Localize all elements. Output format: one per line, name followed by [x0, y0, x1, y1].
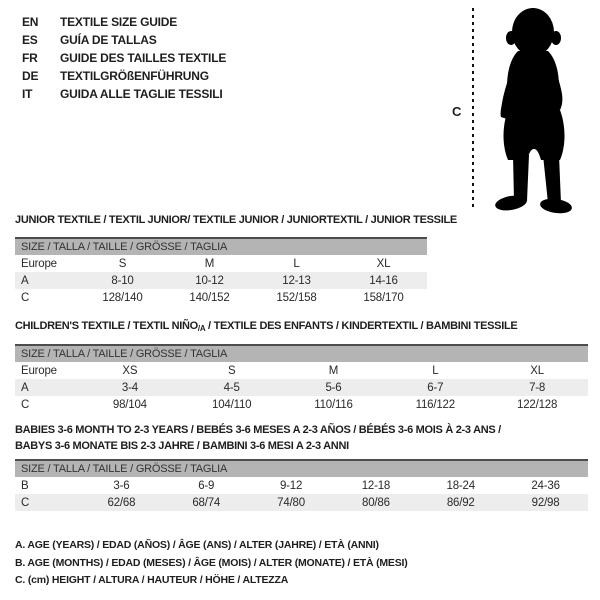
value-cell: 18-24 — [446, 479, 475, 492]
value-cell: 152/158 — [276, 291, 317, 304]
language-row — [22, 85, 226, 103]
value-cell: 6-9 — [198, 479, 215, 492]
value-cell: 3-6 — [113, 479, 130, 492]
height-measure-label: C — [452, 104, 462, 119]
value-cell: S — [227, 364, 236, 377]
value-cell: 14-16 — [340, 272, 427, 289]
size-header-bar: SIZE / TALLA / TAILLE / GRÖSSE / TAGLIA — [15, 344, 588, 362]
value-cell: 140/152 — [189, 291, 230, 304]
row-label-cell: Europe — [21, 257, 57, 270]
value-cell: S — [118, 257, 127, 270]
row-label-cell: C — [21, 291, 30, 304]
value-cell: 7-8 — [486, 379, 588, 396]
value-cell: 4-5 — [181, 379, 283, 396]
value-cell: XS — [122, 364, 138, 377]
language-code: FR — [22, 51, 38, 65]
row-label-cell: Europe — [21, 364, 57, 377]
language-label: GUIDE DES TAILLES TEXTILE — [60, 51, 227, 65]
language-row — [22, 67, 226, 85]
value-cell: 3-4 — [79, 379, 181, 396]
row-label-cell: B — [21, 479, 29, 492]
children-heading-pre: CHILDREN'S TEXTILE / TEXTIL NIÑO — [15, 320, 198, 332]
babies-heading-line1: BABIES 3-6 MONTH TO 2-3 YEARS / BEBÉS 3-6 MESES A 2-3 AÑOS / BÉBÉS 3-6 MOIS À 2-3 ANS / — [15, 424, 501, 436]
value-cell: 24-36 — [531, 479, 560, 492]
language-label: TEXTILGRÖßENFÜHRUNG — [60, 69, 209, 83]
children-size-table — [15, 362, 588, 413]
language-row — [22, 49, 226, 67]
row-label-cell: A — [15, 272, 79, 289]
table-row — [15, 362, 588, 379]
table-row — [15, 494, 588, 511]
size-header-bar: SIZE / TALLA / TAILLE / GRÖSSE / TAGLIA — [15, 237, 427, 255]
table-row — [15, 477, 588, 494]
language-label: GUÍA DE TALLAS — [60, 33, 157, 47]
children-heading-post: / TEXTILE DES ENFANTS / KINDERTEXTIL / BAMBINI TESSILE — [205, 320, 518, 332]
note-line: C. (cm) HEIGHT / ALTURA / HAUTEUR / HÖHE / ALTEZZA — [15, 574, 289, 586]
value-cell: 128/140 — [102, 291, 143, 304]
row-label-cell: C — [15, 494, 79, 511]
value-cell: M — [204, 257, 215, 270]
language-code: EN — [22, 15, 39, 29]
value-cell: M — [328, 364, 339, 377]
value-cell: 62/68 — [79, 494, 164, 511]
table-row — [15, 272, 427, 289]
value-cell: 8-10 — [79, 272, 166, 289]
note-line: A. AGE (YEARS) / EDAD (AÑOS) / ÂGE (ANS) / ALTER (JAHRE) / ETÀ (ANNI) — [15, 539, 379, 551]
section-heading-children — [15, 320, 517, 333]
row-label-cell: A — [15, 379, 79, 396]
junior-table — [15, 237, 427, 306]
babies-size-table — [15, 477, 588, 511]
value-cell: 74/80 — [249, 494, 334, 511]
value-cell: 110/116 — [314, 398, 353, 411]
value-cell: 9-12 — [279, 479, 303, 492]
row-label-cell: C — [21, 398, 30, 411]
value-cell: XL — [530, 364, 544, 377]
table-row — [15, 289, 427, 306]
notes — [15, 537, 408, 590]
value-cell: 68/74 — [164, 494, 249, 511]
value-cell: 92/98 — [503, 494, 588, 511]
language-code: ES — [22, 33, 38, 47]
value-cell: 5-6 — [283, 379, 385, 396]
table-row — [15, 255, 427, 272]
table-row — [15, 379, 588, 396]
language-row — [22, 13, 226, 31]
language-label: GUIDA ALLE TAGLIE TESSILI — [60, 87, 223, 101]
value-cell: 6-7 — [384, 379, 486, 396]
value-cell: 116/122 — [415, 398, 455, 411]
section-heading-junior: JUNIOR TEXTILE / TEXTIL JUNIOR/ TEXTILE JUNIOR / JUNIORTEXTIL / JUNIOR TESSILE — [15, 214, 457, 226]
value-cell: 80/86 — [333, 494, 418, 511]
value-cell: L — [432, 364, 439, 377]
table-row — [15, 396, 588, 413]
value-cell: 12-18 — [361, 479, 391, 492]
value-cell: 98/104 — [112, 398, 147, 411]
babies-heading-line2: BABYS 3-6 MONATE BIS 2-3 JAHRE / BAMBINI 3-6 MESI A 2-3 ANNI — [15, 440, 349, 452]
language-row — [22, 31, 226, 49]
language-code: IT — [22, 87, 33, 101]
value-cell: 158/170 — [363, 291, 404, 304]
language-code: DE — [22, 69, 39, 83]
note-line: B. AGE (MONTHS) / EDAD (MESES) / ÂGE (MOIS) / ALTER (MONATE) / ETÀ (MESI) — [15, 556, 408, 569]
junior-size-table — [15, 255, 427, 306]
value-cell: 104/110 — [212, 398, 252, 411]
size-header-bar: SIZE / TALLA / TAILLE / GRÖSSE / TAGLIA — [15, 459, 588, 477]
children-table — [15, 344, 588, 413]
baby-silhouette-image — [480, 5, 592, 215]
value-cell: XL — [376, 257, 391, 270]
babies-table — [15, 459, 588, 511]
language-label: TEXTILE SIZE GUIDE — [60, 15, 178, 29]
children-heading-subscript: /A — [197, 324, 206, 333]
value-cell: 122/128 — [517, 398, 558, 411]
value-cell: 12-13 — [253, 272, 340, 289]
height-measure-line — [469, 6, 477, 212]
value-cell: 10-12 — [166, 272, 253, 289]
language-list — [22, 13, 226, 103]
value-cell: 86/92 — [418, 494, 503, 511]
value-cell: L — [293, 257, 300, 270]
section-heading-babies — [15, 422, 501, 454]
